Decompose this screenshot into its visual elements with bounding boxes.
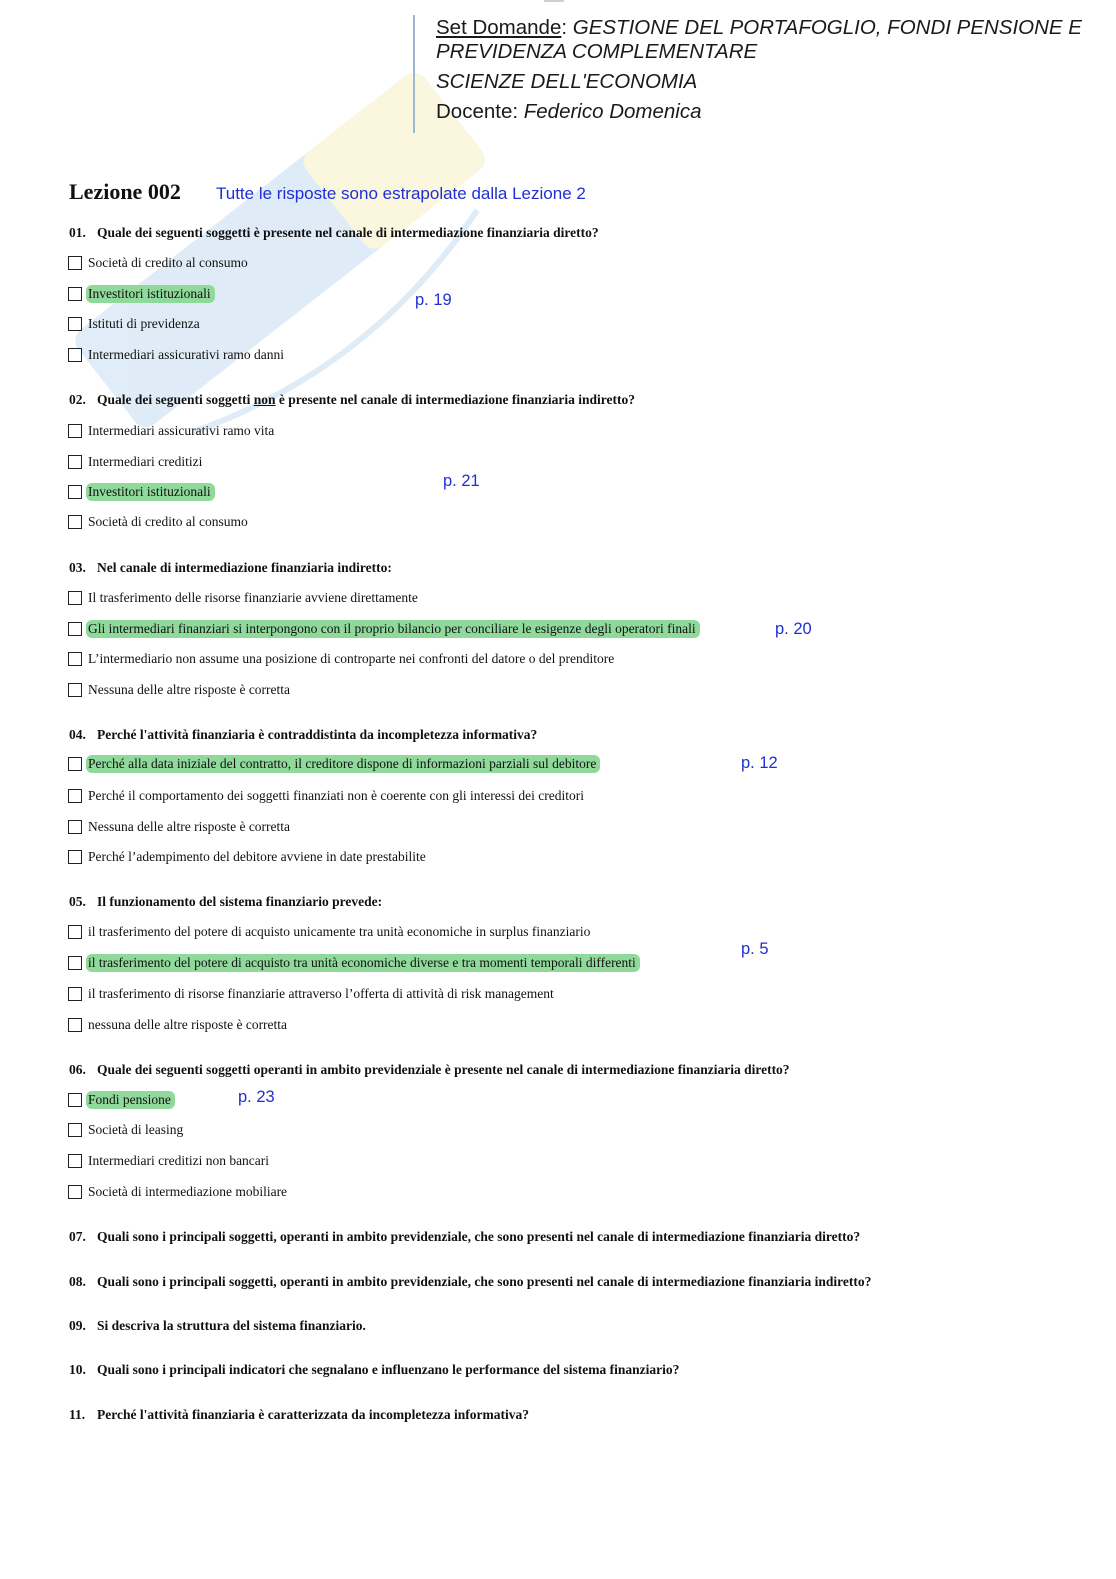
question-text: Si descriva la struttura del sistema finanziario.: [97, 1318, 366, 1333]
question-text: Quali sono i principali indicatori che segnalano e influenzano le performance del sistema finanziario?: [97, 1362, 680, 1377]
question-text: Quali sono i principali soggetti, operanti in ambito previdenziale, che sono presenti nel canale di intermediazione finanziaria indiretto?: [97, 1274, 872, 1289]
option[interactable]: [68, 985, 558, 1003]
option-label: Nessuna delle altre risposte è corretta: [88, 819, 291, 834]
question-number: 05.: [69, 894, 86, 909]
question-text: Quali sono i principali soggetti, operanti in ambito previdenziale, che sono presenti nel canale di intermediazione finanziaria diretto?: [97, 1229, 861, 1244]
checkbox[interactable]: [68, 287, 82, 301]
top-mark: [544, 0, 564, 2]
option[interactable]: [68, 818, 294, 836]
option[interactable]: [68, 1183, 291, 1201]
page-reference: p. 21: [443, 472, 480, 490]
option[interactable]: [68, 1121, 187, 1139]
option[interactable]: [68, 787, 588, 805]
option[interactable]: [68, 589, 422, 607]
question-04: [69, 727, 537, 743]
checkbox[interactable]: [68, 348, 82, 362]
option-label: Intermediari assicurativi ramo vita: [88, 423, 275, 438]
page-reference: p. 19: [415, 291, 452, 309]
question-05: [69, 894, 382, 910]
checkbox[interactable]: [68, 622, 82, 636]
option-label-highlighted: Gli intermediari finanziari si interpongono con il proprio bilancio per conciliare le esigenze degli operatori finali: [86, 620, 700, 638]
checkbox[interactable]: [68, 1093, 82, 1107]
checkbox[interactable]: [68, 317, 82, 331]
checkbox[interactable]: [68, 256, 82, 270]
question-07: [69, 1229, 860, 1245]
question-06: [69, 1062, 790, 1078]
option[interactable]: [68, 681, 294, 699]
option[interactable]: [68, 346, 288, 364]
lesson-title: Lezione 002: [69, 179, 181, 204]
question-number: 03.: [69, 560, 86, 575]
checkbox[interactable]: [68, 424, 82, 438]
option-label: Società di intermediazione mobiliare: [88, 1184, 288, 1199]
docente-name: Federico Domenica: [523, 100, 702, 123]
set-line: [436, 16, 1106, 40]
checkbox[interactable]: [68, 591, 82, 605]
option-label: Perché l’adempimento del debitore avviene in date prestabilite: [88, 849, 426, 864]
question-number: 06.: [69, 1062, 86, 1077]
set-separator: :: [561, 16, 573, 39]
document-header: [436, 16, 1106, 124]
question-text: Perché l'attività finanziaria è caratterizzata da incompletezza informativa?: [97, 1407, 529, 1422]
question-01: [69, 225, 599, 241]
question-text: Quale dei seguenti soggetti è presente nel canale di intermediazione finanziaria diretto?: [97, 225, 599, 240]
page-reference: p. 12: [741, 754, 778, 772]
option[interactable]: [68, 453, 206, 471]
checkbox[interactable]: [68, 515, 82, 529]
option-label: nessuna delle altre risposte è corretta: [88, 1017, 288, 1032]
question-number: 08.: [69, 1274, 86, 1289]
option[interactable]: [68, 254, 252, 272]
question-number: 10.: [69, 1362, 86, 1377]
option-label: Società di credito al consumo: [88, 514, 248, 529]
checkbox[interactable]: [68, 956, 82, 970]
option-correct[interactable]: [68, 483, 215, 501]
question-text-before: Quale dei seguenti soggetti: [97, 392, 254, 407]
question-text-after: è presente nel canale di intermediazione finanziaria indiretto?: [275, 392, 635, 407]
faculty: SCIENZE DELL'ECONOMIA: [436, 70, 698, 93]
question-text: Perché l'attività finanziaria è contraddistinta da incompletezza informativa?: [97, 727, 538, 742]
question-09: [69, 1318, 366, 1334]
question-number: 11.: [69, 1407, 86, 1422]
option-label: il trasferimento del potere di acquisto unicamente tra unità economiche in surplus finanziario: [88, 924, 591, 939]
option-label: L’intermediario non assume una posizione di controparte nei confronti del datore o del prenditore: [88, 651, 615, 666]
lesson-note: Tutte le risposte sono estrapolate dalla Lezione 2: [216, 184, 586, 203]
checkbox[interactable]: [68, 1123, 82, 1137]
checkbox[interactable]: [68, 987, 82, 1001]
option[interactable]: [68, 1016, 291, 1034]
question-text: Quale dei seguenti soggetti operanti in ambito previdenziale è presente nel canale di intermediazione finanziaria diretto?: [97, 1062, 790, 1077]
option-label: Perché il comportamento dei soggetti finanziati non è coerente con gli interessi dei creditori: [88, 788, 584, 803]
checkbox[interactable]: [68, 652, 82, 666]
option-label: Istituti di previdenza: [88, 316, 200, 331]
option-label-highlighted: Fondi pensione: [86, 1091, 175, 1109]
option[interactable]: [68, 848, 430, 866]
option[interactable]: [68, 650, 618, 668]
option[interactable]: [68, 513, 252, 531]
set-title-1: GESTIONE DEL PORTAFOGLIO, FONDI PENSIONE E: [572, 16, 1082, 39]
question-03: [69, 560, 392, 576]
set-label: Set Domande: [436, 16, 562, 39]
set-title-2: PREVIDENZA COMPLEMENTARE: [436, 40, 758, 63]
question-08: [69, 1274, 871, 1290]
option-label: Il trasferimento delle risorse finanziarie avviene direttamente: [88, 590, 418, 605]
option-correct[interactable]: [68, 620, 700, 638]
page-reference: p. 20: [775, 620, 812, 638]
checkbox[interactable]: [68, 850, 82, 864]
checkbox[interactable]: [68, 683, 82, 697]
question-number: 09.: [69, 1318, 86, 1333]
page-reference: p. 5: [741, 940, 769, 958]
checkbox[interactable]: [68, 820, 82, 834]
option-label: Intermediari assicurativi ramo danni: [88, 347, 285, 362]
page-reference: p. 23: [238, 1088, 275, 1106]
header-divider: [413, 15, 415, 133]
option-label-highlighted: Investitori istituzionali: [86, 483, 215, 501]
option[interactable]: [68, 422, 278, 440]
option[interactable]: [68, 315, 204, 333]
checkbox[interactable]: [68, 1185, 82, 1199]
checkbox[interactable]: [68, 757, 82, 771]
option-label-highlighted: il trasferimento del potere di acquisto tra unità economiche diverse e tra momenti temporali differenti: [86, 954, 640, 972]
question-10: [69, 1362, 679, 1378]
checkbox[interactable]: [68, 455, 82, 469]
option-label: Società di leasing: [88, 1122, 184, 1137]
docente-line: [436, 100, 1106, 124]
option-correct[interactable]: [68, 954, 640, 972]
docente-label: Docente:: [436, 100, 524, 123]
option[interactable]: [68, 923, 594, 941]
option-label: Intermediari creditizi: [88, 454, 203, 469]
option-correct[interactable]: [68, 755, 600, 773]
option-label: Nessuna delle altre risposte è corretta: [88, 682, 291, 697]
checkbox[interactable]: [68, 789, 82, 803]
checkbox[interactable]: [68, 485, 82, 499]
checkbox[interactable]: [68, 925, 82, 939]
question-number: 07.: [69, 1229, 86, 1244]
question-text: Il funzionamento del sistema finanziario prevede:: [97, 894, 383, 909]
checkbox[interactable]: [68, 1018, 82, 1032]
checkbox[interactable]: [68, 1154, 82, 1168]
question-text: Nel canale di intermediazione finanziaria indiretto:: [97, 560, 392, 575]
question-02: [69, 392, 635, 408]
question-number: 02.: [69, 392, 86, 407]
option-label-highlighted: Perché alla data iniziale del contratto, il creditore dispone di informazioni parziali sul debitore: [86, 755, 600, 773]
option-label: Intermediari creditizi non bancari: [88, 1153, 270, 1168]
option-correct[interactable]: [68, 285, 215, 303]
option-correct[interactable]: [68, 1091, 175, 1109]
option-label: Società di credito al consumo: [88, 255, 248, 270]
option[interactable]: [68, 1152, 273, 1170]
question-text-underlined: non: [253, 392, 276, 407]
question-number: 01.: [69, 225, 86, 240]
question-number: 04.: [69, 727, 86, 742]
option-label-highlighted: Investitori istituzionali: [86, 285, 215, 303]
question-11: [69, 1407, 529, 1423]
option-label: il trasferimento di risorse finanziarie attraverso l’offerta di attività di risk management: [88, 986, 554, 1001]
